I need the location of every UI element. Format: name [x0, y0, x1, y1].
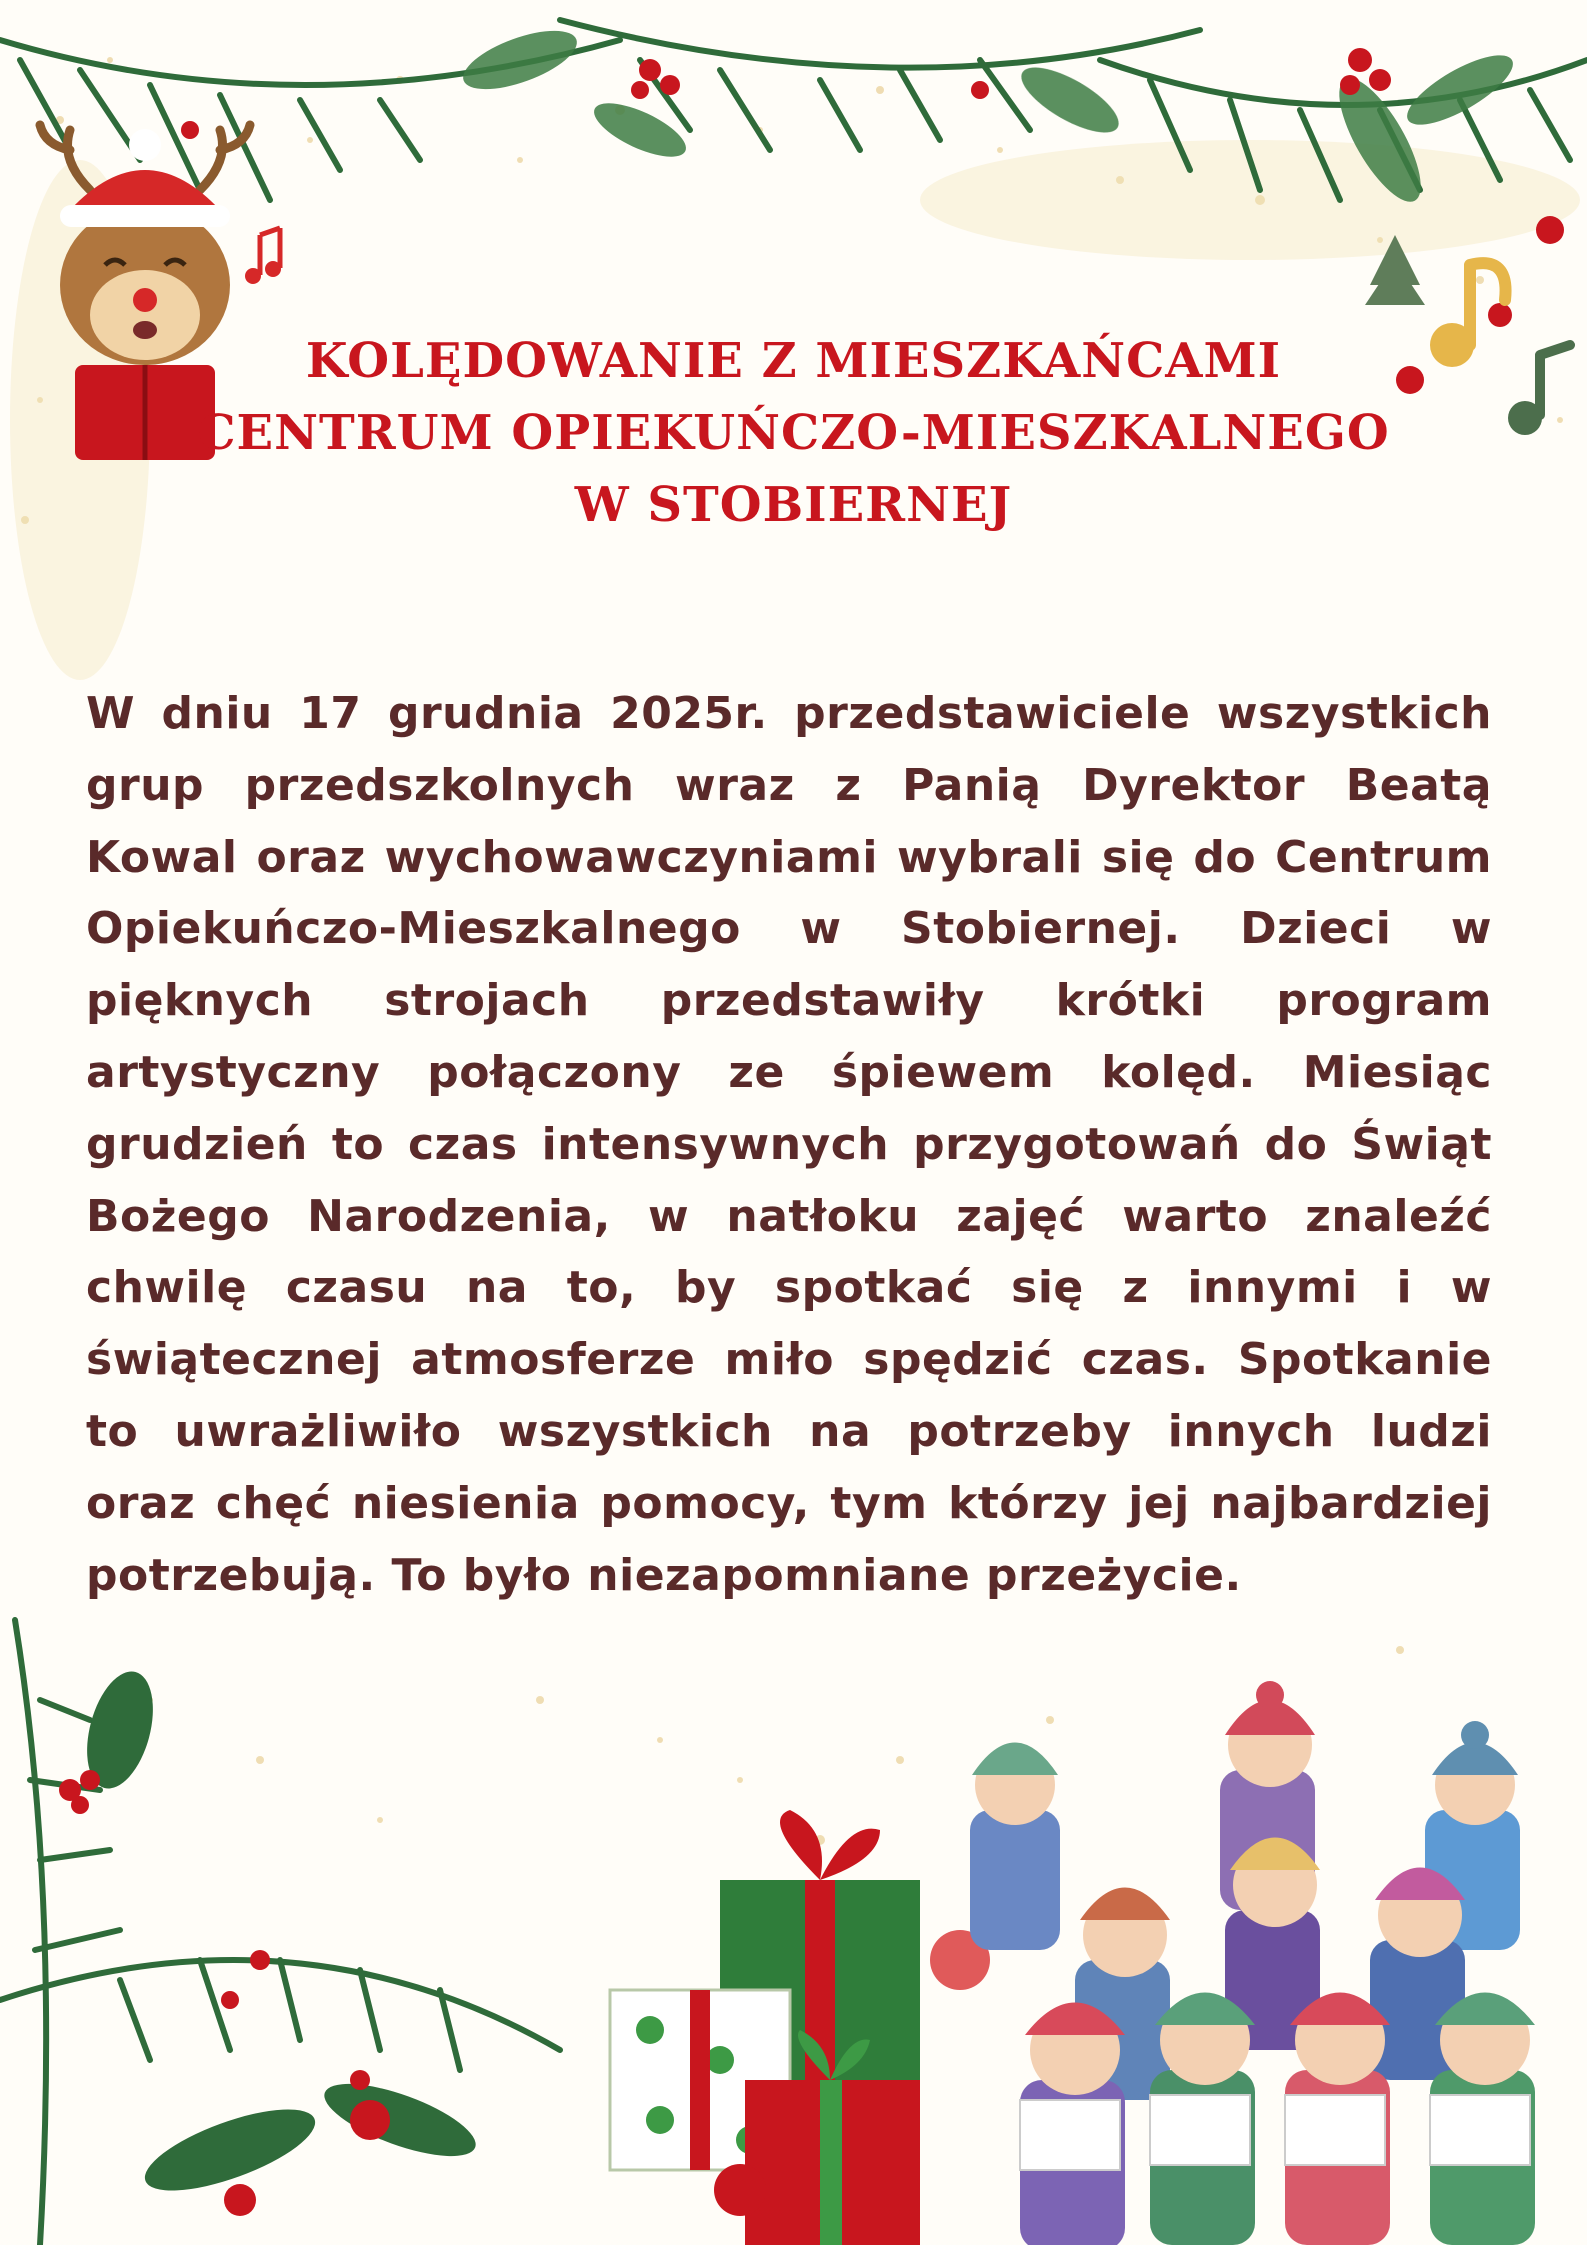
carolers-icon [970, 1681, 1535, 2245]
title-line: CENTRUM OPIEKUŃCZO-MIESZKALNEGO [197, 405, 1390, 461]
page-title [0, 325, 1587, 541]
article-body: W dniu 17 grudnia 2025r. przedstawiciele wszystkich grup przedszkolnych wraz z Panią Dyrektor Beatą Kowal oraz wychowawczyniami wybrali się do Centrum Opiekuńczo-Mieszkalnego w Stobiernej. Dzieci w pięknych strojach przedstawiły krótki program artystyczny połączony ze śpiewem kolęd. Miesiąc grudzień to czas intensywnych przygotowań do Świąt Bożego Narodzenia, w natłoku zajęć warto znaleźć chwilę czasu na to, by spotkać się z innymi i w świątecznej atmosferze miło spędzić czas. Spotkanie to uwrażliwiło wszystkich na potrzeby innych ludzi oraz chęć niesienia pomocy, tym którzy jej najbardziej potrzebują. To było niezapomniane przeżycie. [86, 688, 1492, 1601]
gift-icon [610, 1810, 990, 2245]
title-line: W STOBIERNEJ [574, 477, 1013, 533]
title-line: KOLĘDOWANIE Z MIESZKAŃCAMI [305, 333, 1282, 389]
